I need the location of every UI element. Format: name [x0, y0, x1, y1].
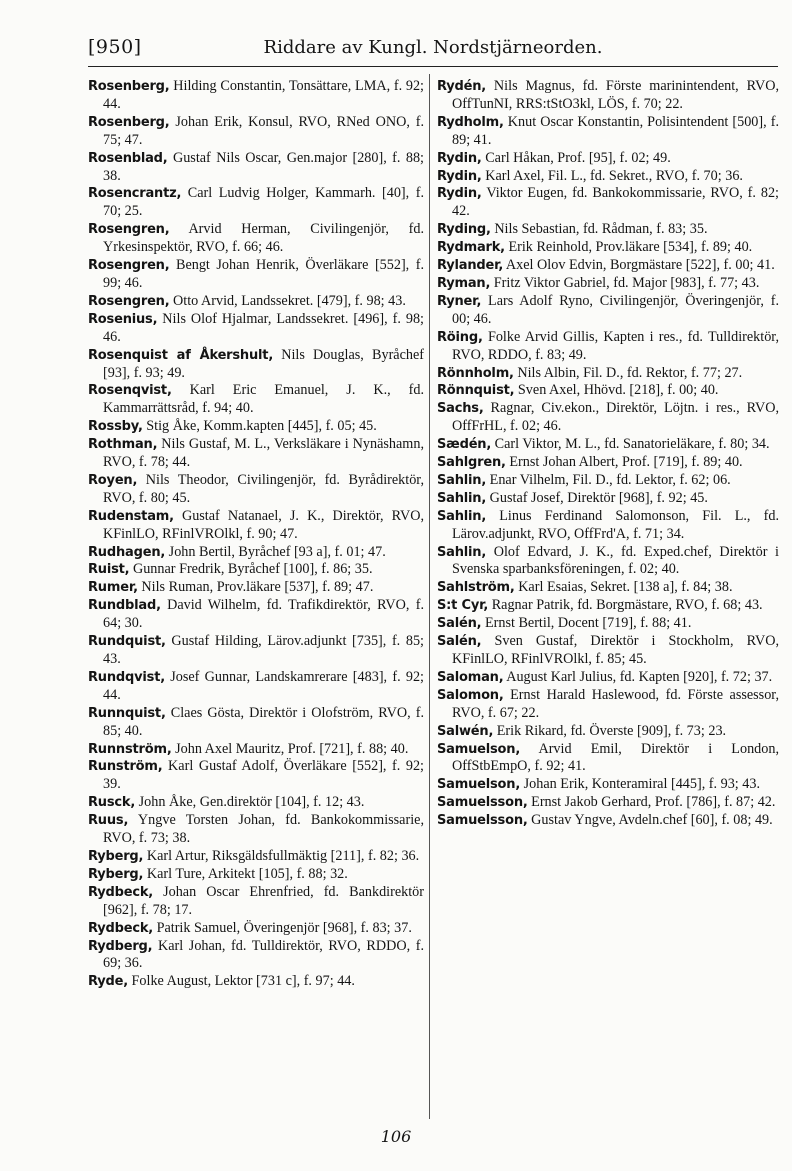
header-page-number: [950] — [88, 36, 142, 58]
entry-details: Linus Ferdinand Salomonson, Fil. L., fd. Lärov.adjunkt, RVO, OffFrd'A, f. 71; 34. — [452, 507, 779, 542]
register-entry — [88, 794, 424, 812]
entry-surname: Ruist, — [88, 562, 130, 578]
register-entry — [88, 669, 424, 705]
register-entry — [88, 597, 424, 633]
entry-surname: Rosenquist af Åkershult, — [88, 347, 274, 363]
register-entry — [437, 633, 779, 669]
register-entry — [437, 508, 779, 544]
entry-surname: Sahlin, — [437, 508, 487, 524]
entry-surname: Rudhagen, — [88, 544, 166, 560]
entry-details: Claes Gösta, Direktör i Olofström, RVO, f. 85; 40. — [103, 704, 424, 739]
register-entry — [437, 794, 779, 812]
entry-surname: Rydbeck, — [88, 920, 154, 936]
entry-surname: Rundblad, — [88, 598, 161, 614]
entry-details: Ernst Bertil, Docent [719], f. 88; 41. — [481, 615, 692, 632]
entry-details: Folke Arvid Gillis, Kapten i res., fd. Tulldirektör, RVO, RDDO, f. 83; 49. — [452, 328, 779, 363]
page-header — [88, 36, 778, 64]
register-entry — [437, 454, 779, 472]
entry-details: Erik Rikard, fd. Överste [909], f. 73; 23. — [493, 722, 727, 739]
entry-surname: Rydmark, — [437, 240, 505, 256]
register-entry — [88, 382, 424, 418]
entry-details: Lars Adolf Ryno, Civilingenjör, Överingenjör, f. 00; 46. — [452, 292, 779, 327]
register-entry — [88, 150, 424, 186]
column-divider — [429, 74, 430, 1119]
entry-details: August Karl Julius, fd. Kapten [920], f. 72; 37. — [503, 668, 773, 685]
entry-surname: Ryner, — [437, 293, 482, 309]
entry-details: Karl Ture, Arkitekt [105], f. 88; 32. — [143, 865, 348, 882]
entry-surname: Rumer, — [88, 580, 138, 596]
entry-details: Johan Erik, Konteramiral [445], f. 93; 43. — [520, 776, 761, 793]
register-entry — [437, 257, 779, 275]
entry-details: Arvid Herman, Civilingenjör, fd. Yrkesinspektör, RVO, f. 66; 46. — [103, 221, 424, 256]
entry-surname: Sahlin, — [437, 490, 487, 506]
entry-surname: Rudenstam, — [88, 508, 174, 524]
register-entry — [437, 382, 779, 400]
register-entry — [437, 365, 779, 383]
entry-surname: Rossby, — [88, 419, 143, 435]
entry-surname: Sahlin, — [437, 544, 487, 560]
register-entry — [88, 221, 424, 257]
entry-details: Johan Oscar Ehrenfried, fd. Bankdirektör [962], f. 78; 17. — [103, 883, 424, 918]
entry-details: Patrik Samuel, Överingenjör [968], f. 83; 37. — [153, 919, 412, 936]
entry-details: Carl Håkan, Prof. [95], f. 02; 49. — [481, 149, 671, 166]
entry-details: Otto Arvid, Landssekret. [479], f. 98; 43. — [169, 292, 406, 309]
right-column — [437, 78, 779, 830]
register-entry — [437, 275, 779, 293]
entry-details: Nils Douglas, Byråchef [93], f. 93; 49. — [103, 346, 424, 381]
entry-surname: Samuelsson, — [437, 813, 528, 829]
entry-surname: Ryde, — [88, 974, 128, 990]
register-entry — [88, 920, 424, 938]
entry-details: Ernst Harald Haslewood, fd. Förste assessor, RVO, f. 67; 22. — [452, 686, 779, 721]
register-entry — [437, 669, 779, 687]
entry-details: Nils Gustaf, M. L., Verksläkare i Nynäshamn, RVO, f. 78; 44. — [103, 436, 424, 471]
register-entry — [88, 293, 424, 311]
register-entry — [88, 311, 424, 347]
entry-surname: Sædén, — [437, 437, 492, 453]
entry-details: Nils Olof Hjalmar, Landssekret. [496], f. 98; 46. — [103, 310, 424, 345]
entry-surname: Saloman, — [437, 669, 504, 685]
register-entry — [437, 615, 779, 633]
entry-details: Bengt Johan Henrik, Överläkare [552], f. 99; 46. — [103, 257, 424, 291]
entry-surname: Samuelsson, — [437, 795, 528, 811]
register-entry — [88, 185, 424, 221]
entry-surname: Ruus, — [88, 813, 129, 829]
entry-details: Ragnar Patrik, fd. Borgmästare, RVO, f. 68; 43. — [488, 597, 763, 614]
entry-surname: Ryman, — [437, 275, 491, 291]
entry-details: Sven Gustaf, Direktör i Stockholm, RVO, KFinlLO, RFinlVROlkl, f. 85; 45. — [452, 633, 779, 667]
entry-details: Knut Oscar Konstantin, Polisintendent [500], f. 89; 41. — [452, 113, 779, 148]
entry-surname: Rydbeck, — [88, 884, 154, 900]
register-entry — [88, 114, 424, 150]
entry-surname: Samuelson, — [437, 777, 521, 793]
entry-details: David Wilhelm, fd. Trafikdirektör, RVO, f. 64; 30. — [103, 597, 424, 632]
entry-surname: Ryberg, — [88, 866, 144, 882]
header-rule — [88, 66, 778, 67]
entry-details: John Axel Mauritz, Prof. [721], f. 88; 40. — [171, 740, 409, 757]
register-entry — [437, 329, 779, 365]
entry-details: Ernst Johan Albert, Prof. [719], f. 89; 40. — [505, 454, 743, 471]
entry-details: Karl Eric Emanuel, J. K., fd. Kammarrättsråd, f. 94; 40. — [103, 382, 424, 417]
entry-surname: Rosenblad, — [88, 150, 168, 166]
register-entry — [437, 490, 779, 508]
entry-surname: Rydin, — [437, 186, 482, 202]
entry-details: Johan Erik, Konsul, RVO, RNed ONO, f. 75; 47. — [103, 113, 424, 148]
register-entry — [88, 938, 424, 974]
register-entry — [437, 221, 779, 239]
entry-details: Carl Viktor, M. L., fd. Sanatorieläkare, f. 80; 34. — [491, 436, 770, 453]
entry-details: Nils Magnus, fd. Förste marinintendent, RVO, OffTunNI, RRS:tStO3kl, LÖS, f. 70; 22. — [452, 78, 779, 112]
register-entry — [88, 436, 424, 472]
entry-details: Gustaf Natanael, J. K., Direktör, RVO, KFinlLO, RFinlVROlkl, f. 90; 47. — [103, 507, 424, 542]
register-entry — [437, 293, 779, 329]
register-entry — [437, 78, 779, 114]
entry-surname: Rosenqvist, — [88, 383, 172, 399]
entry-surname: Rydin, — [437, 168, 482, 184]
entry-details: Axel Olov Edvin, Borgmästare [522], f. 00; 41. — [503, 257, 775, 274]
entry-surname: Salén, — [437, 616, 482, 632]
register-entry — [437, 168, 779, 186]
entry-surname: S:t Cyr, — [437, 598, 489, 614]
register-entry — [88, 561, 424, 579]
entry-details: Stig Åke, Komm.kapten [445], f. 05; 45. — [142, 418, 377, 435]
register-entry — [437, 687, 779, 723]
entry-details: Viktor Eugen, fd. Bankokommissarie, RVO, f. 82; 42. — [452, 185, 779, 220]
entry-details: Gustaf Nils Oscar, Gen.major [280], f. 88; 38. — [103, 149, 424, 184]
register-entry — [437, 776, 779, 794]
register-entry — [437, 400, 779, 436]
entry-surname: Sahlin, — [437, 472, 487, 488]
entry-surname: Rundquist, — [88, 634, 166, 650]
entry-surname: Rosengren, — [88, 222, 170, 238]
entry-surname: Rydin, — [437, 150, 482, 166]
entry-details: Nils Sebastian, fd. Rådman, f. 83; 35. — [490, 221, 708, 238]
entry-surname: Rosenberg, — [88, 114, 170, 130]
entry-surname: Rosengren, — [88, 293, 170, 309]
register-entry — [437, 723, 779, 741]
entry-surname: Rylander, — [437, 258, 504, 274]
register-entry — [88, 741, 424, 759]
register-entry — [88, 472, 424, 508]
entry-surname: Rosencrantz, — [88, 186, 182, 202]
register-entry — [88, 848, 424, 866]
register-entry — [88, 705, 424, 741]
entry-details: Gunnar Fredrik, Byråchef [100], f. 86; 35. — [129, 561, 373, 578]
entry-details: Karl Gustaf Adolf, Överläkare [552], f. 92; 39. — [103, 758, 424, 793]
register-entry — [88, 347, 424, 383]
entry-details: Nils Theodor, Civilingenjör, fd. Byrådirektör, RVO, f. 80; 45. — [103, 471, 424, 506]
entry-surname: Rundqvist, — [88, 669, 165, 685]
entry-details: Olof Edvard, J. K., fd. Exped.chef, Direktör i Svenska sparbanksföreningen, f. 02; 40. — [452, 543, 779, 578]
entry-surname: Rosengren, — [88, 258, 170, 274]
entry-surname: Salén, — [437, 634, 482, 650]
entry-surname: Salwén, — [437, 723, 494, 739]
entry-surname: Rydberg, — [88, 938, 153, 954]
entry-details: John Bertil, Byråchef [93 a], f. 01; 47. — [165, 543, 386, 560]
register-entry — [437, 544, 779, 580]
register-entry — [88, 812, 424, 848]
register-entry — [437, 472, 779, 490]
entry-surname: Ryberg, — [88, 848, 144, 864]
entry-details: Karl Esaias, Sekret. [138 a], f. 84; 38. — [514, 579, 733, 596]
entry-surname: Rönnholm, — [437, 365, 514, 381]
entry-surname: Rothman, — [88, 437, 158, 453]
entry-surname: Salomon, — [437, 687, 504, 703]
register-entry — [437, 150, 779, 168]
entry-details: Karl Artur, Riksgäldsfullmäktig [211], f. 82; 36. — [143, 847, 420, 864]
register-entry — [88, 78, 424, 114]
register-entry — [88, 973, 424, 991]
entry-surname: Rusck, — [88, 795, 136, 811]
entry-details: Sven Axel, Hhövd. [218], f. 00; 40. — [514, 382, 719, 399]
entry-details: Yngve Torsten Johan, fd. Bankokommissarie, RVO, f. 73; 38. — [103, 812, 424, 847]
entry-surname: Rydén, — [437, 79, 487, 94]
entry-details: Karl Johan, fd. Tulldirektör, RVO, RDDO, f. 69; 36. — [103, 937, 424, 972]
entry-details: Fritz Viktor Gabriel, fd. Major [983], f. 77; 43. — [490, 274, 760, 291]
entry-surname: Sahlström, — [437, 580, 515, 596]
register-entry — [437, 185, 779, 221]
entry-surname: Rosenius, — [88, 311, 158, 327]
entry-details: Ragnar, Civ.ekon., Direktör, Löjtn. i res., RVO, OffFrHL, f. 02; 46. — [452, 400, 779, 435]
entry-surname: Runnquist, — [88, 705, 166, 721]
entry-details: Josef Gunnar, Landskamrerare [483], f. 92; 44. — [103, 668, 424, 703]
register-entry — [88, 579, 424, 597]
entry-surname: Ryding, — [437, 222, 491, 238]
entry-details: Enar Vilhelm, Fil. D., fd. Lektor, f. 62; 06. — [486, 471, 731, 488]
register-entry — [88, 257, 424, 293]
register-entry — [88, 884, 424, 920]
entry-surname: Samuelson, — [437, 741, 521, 757]
entry-surname: Rydholm, — [437, 114, 504, 130]
register-entry — [437, 741, 779, 777]
entry-details: Erik Reinhold, Prov.läkare [534], f. 89; 40. — [504, 239, 753, 256]
footer-page-number: 106 — [380, 1127, 412, 1146]
entry-surname: Sahlgren, — [437, 455, 506, 471]
entry-surname: Sachs, — [437, 401, 484, 417]
entry-details: Karl Axel, Fil. L., fd. Sekret., RVO, f. 70; 36. — [481, 167, 743, 184]
register-entry — [437, 579, 779, 597]
register-entry — [437, 812, 779, 830]
left-column — [88, 78, 424, 991]
entry-surname: Rosenberg, — [88, 79, 170, 94]
entry-details: John Åke, Gen.direktör [104], f. 12; 43. — [135, 794, 365, 811]
entry-details: Arvid Emil, Direktör i London, OffStbEmpO, f. 92; 41. — [452, 740, 779, 775]
entry-surname: Röing, — [437, 329, 483, 345]
register-entry — [437, 114, 779, 150]
entry-details: Hilding Constantin, Tonsättare, LMA, f. 92; 44. — [103, 78, 424, 112]
register-entry — [437, 239, 779, 257]
entry-details: Ernst Jakob Gerhard, Prof. [786], f. 87; 42. — [527, 794, 776, 811]
register-entry — [88, 866, 424, 884]
register-entry — [88, 544, 424, 562]
register-entry — [88, 758, 424, 794]
entry-details: Gustaf Hilding, Lärov.adjunkt [735], f. 85; 43. — [103, 633, 424, 667]
entry-surname: Rönnquist, — [437, 383, 515, 399]
entry-surname: Royen, — [88, 472, 138, 488]
entry-surname: Runnström, — [88, 741, 172, 757]
entry-details: Carl Ludvig Holger, Kammarh. [40], f. 70; 25. — [103, 185, 424, 220]
register-entry — [437, 597, 779, 615]
register-entry — [437, 436, 779, 454]
register-entry — [88, 633, 424, 669]
entry-details: Nils Ruman, Prov.läkare [537], f. 89; 47. — [137, 579, 374, 596]
entry-surname: Runström, — [88, 759, 163, 775]
entry-details: Gustaf Josef, Direktör [968], f. 92; 45. — [486, 489, 708, 506]
register-entry — [88, 508, 424, 544]
entry-details: Folke August, Lektor [731 c], f. 97; 44. — [127, 973, 355, 990]
entry-details: Gustav Yngve, Avdeln.chef [60], f. 08; 49. — [527, 812, 773, 829]
running-title: Riddare av Kungl. Nordstjärneorden. — [263, 37, 603, 58]
register-entry — [88, 418, 424, 436]
entry-details: Nils Albin, Fil. D., fd. Rektor, f. 77; 27. — [513, 364, 743, 381]
